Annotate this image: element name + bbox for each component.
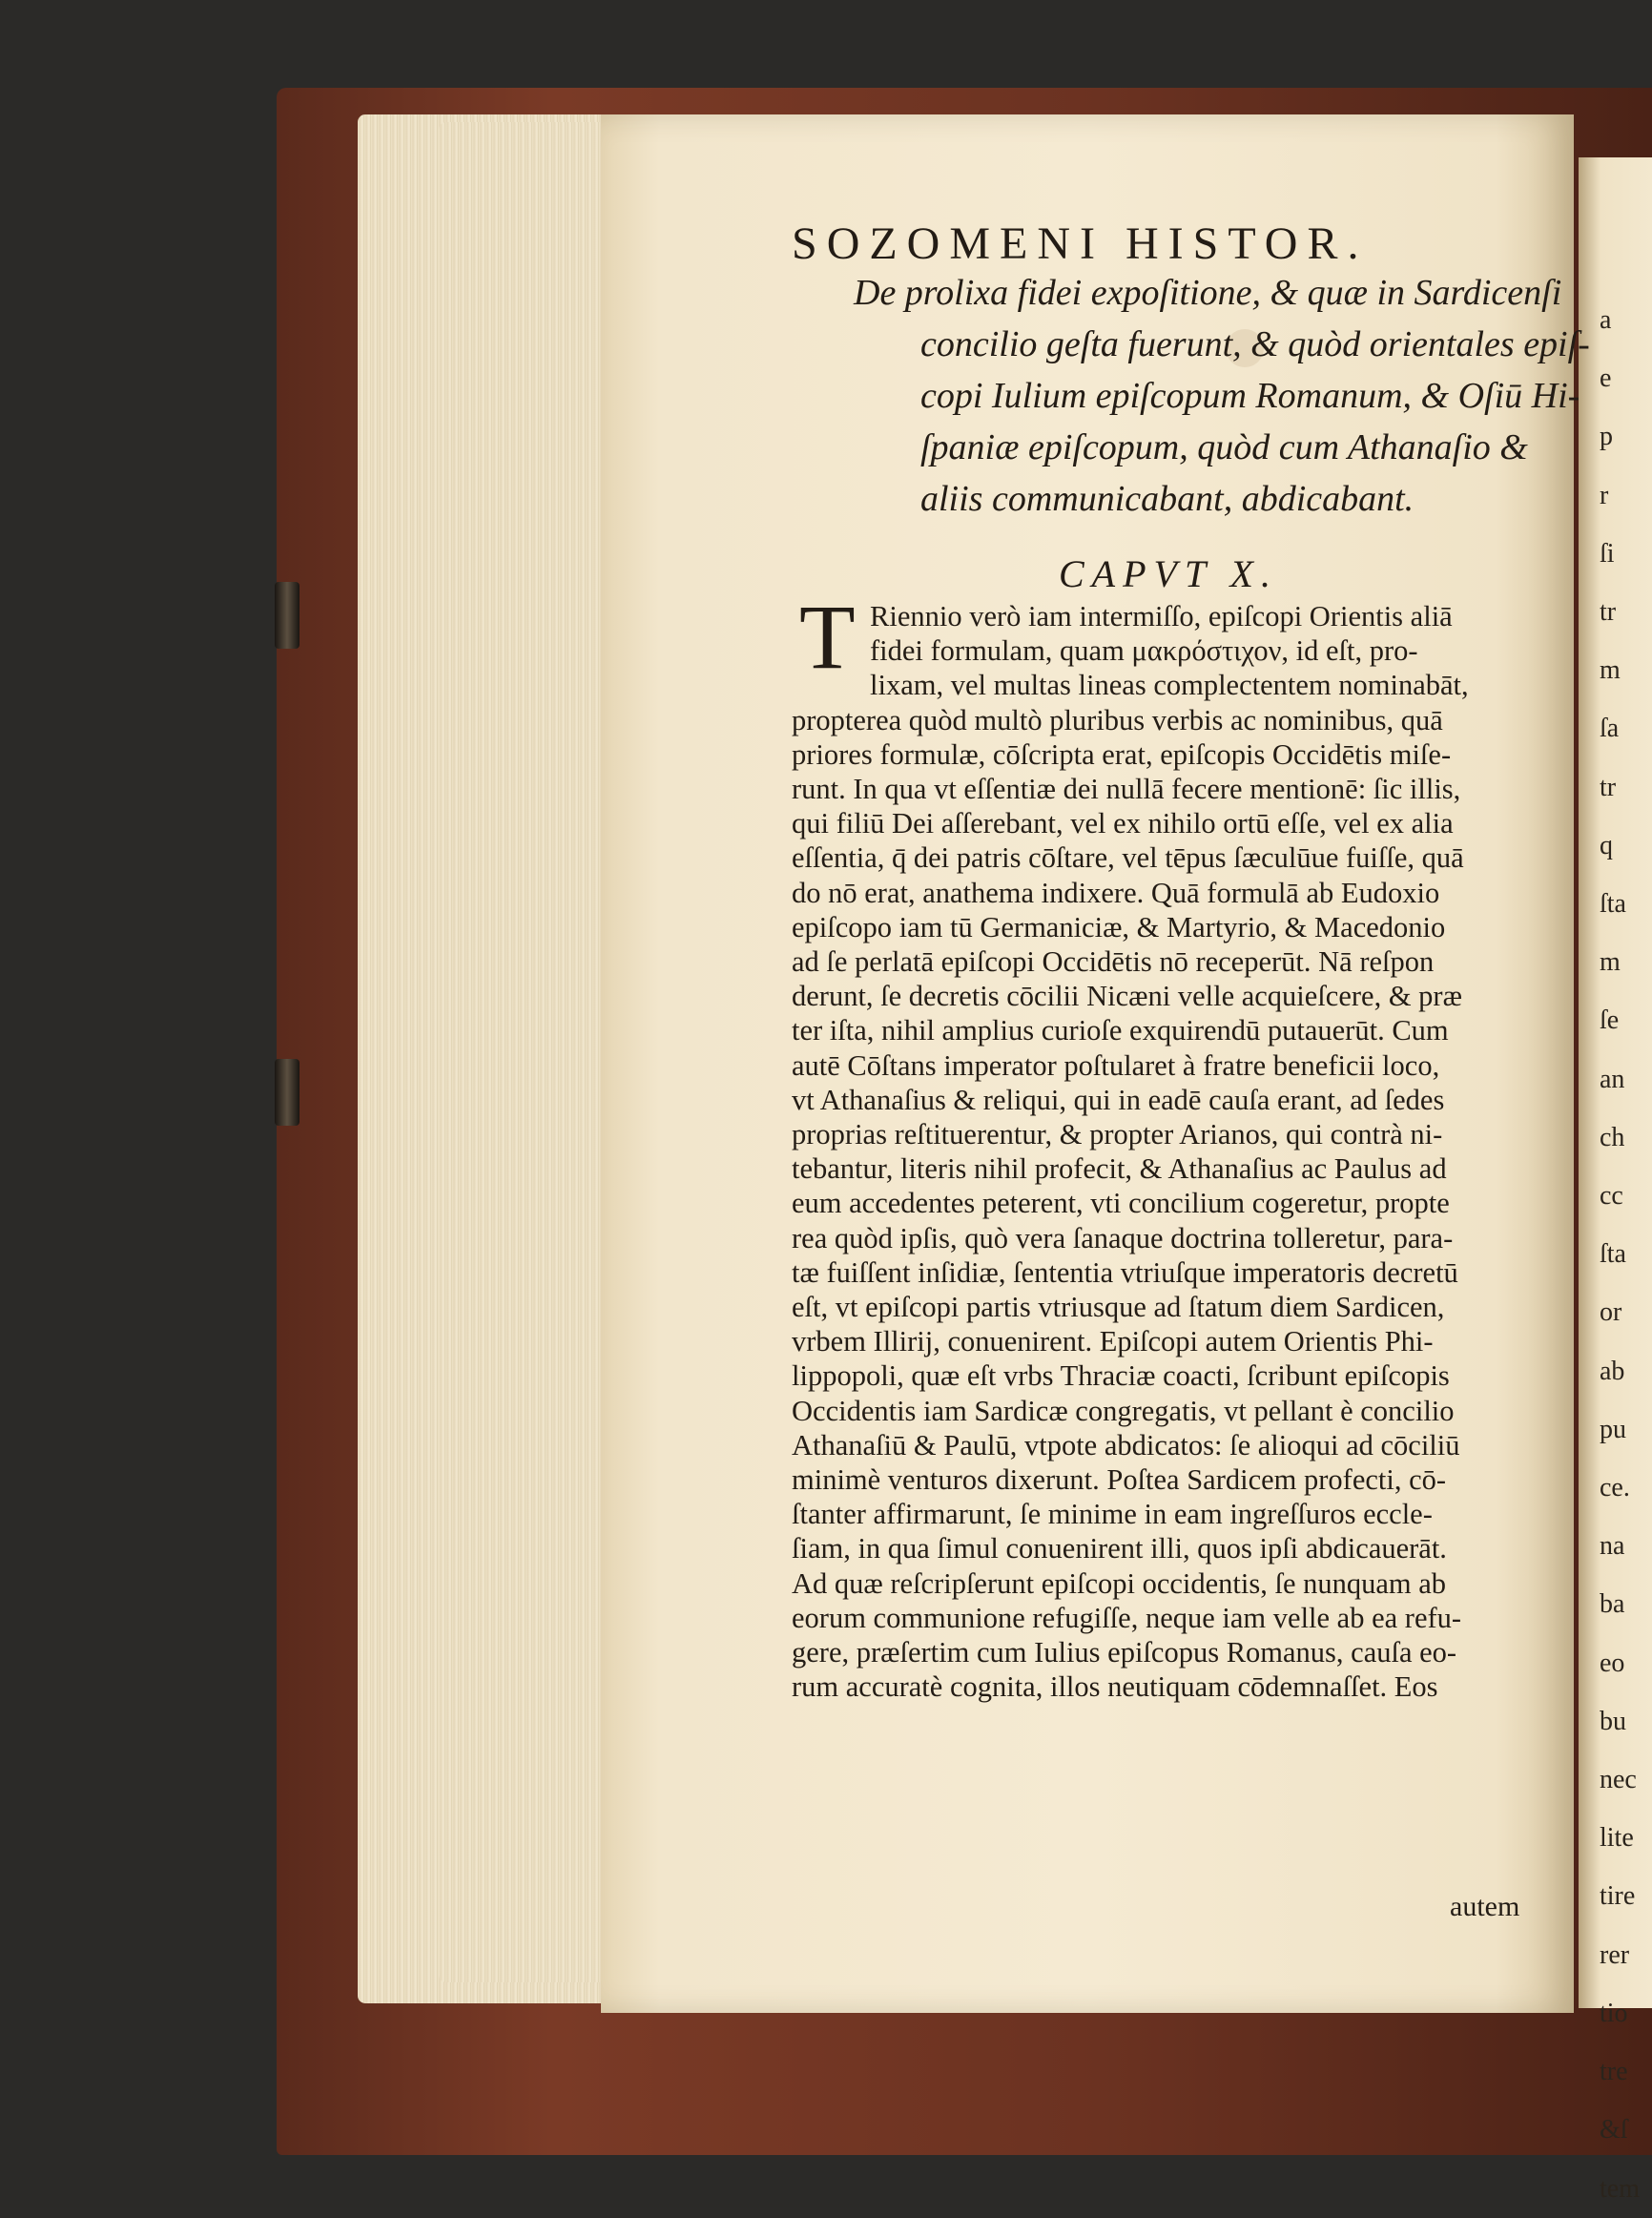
- body-line: ter iſta, nihil amplius curioſe exquirendū putauerūt. Cum: [792, 1014, 1449, 1047]
- body-line: tebantur, literis nihil profecit, & Athanaſius ac Paulus ad: [792, 1152, 1447, 1186]
- body-text: [792, 599, 1555, 1705]
- body-line: lixam, vel multas lineas complectentem nominabāt,: [870, 669, 1469, 702]
- summary-line: concilio geſta fuerunt, & quòd orientales epiſ-: [920, 324, 1590, 364]
- drop-cap: T: [799, 586, 856, 688]
- body-line: epiſcopo iam tū Germaniciæ, & Martyrio, & Macedonio: [792, 910, 1446, 943]
- body-line: runt. In qua vt eſſentiæ dei nullā fecere mentionē: ſic illis,: [792, 773, 1461, 806]
- facing-page-fragments: a e p r ſi tr m ſa tr q ſta m ſe an ch cc ſta or ab pu ce. na ba eo bu nec lite tire rer tio tre &ſ tem: [1600, 305, 1640, 2204]
- body-line: ſiam, in qua ſimul conuenirent illi, quos ipſi abdicauerāt.: [792, 1532, 1447, 1565]
- body-line: ſtanter affirmarunt, ſe minime in eam ingreſſuros eccle-: [792, 1498, 1433, 1531]
- body-line: tæ fuiſſent inſidiæ, ſententia vtriuſque imperatoris decretū: [792, 1255, 1458, 1289]
- body-line: eum accedentes peterent, vti concilium cogeretur, propte: [792, 1187, 1450, 1220]
- body-line: eſſentia, q̄ dei patris cōſtare, vel tēpus ſæculūue fuiſſe, quā: [792, 841, 1464, 875]
- catchword: autem: [1450, 1891, 1520, 1922]
- body-line: eorum communione refugiſſe, neque iam velle ab ea refu-: [792, 1601, 1462, 1634]
- summary-line: copi Iulium epiſcopum Romanum, & Oſiū Hi-: [920, 376, 1580, 416]
- body-line: qui filiū Dei aſſerebant, vel ex nihilo ortū eſſe, vel ex alia: [792, 807, 1454, 840]
- body-line: derunt, ſe decretis cōcilii Nicæni velle acquieſcere, & præ: [792, 980, 1462, 1013]
- summary-line: De prolixa fidei expoſitione, & quæ in Sardicenſi: [854, 273, 1562, 313]
- chapter-label: CAPVT X.: [1059, 552, 1278, 595]
- body-line: priores formulæ, cōſcripta erat, epiſcopis Occidētis miſe-: [792, 737, 1452, 771]
- body-line: lippopoli, quæ eſt vrbs Thraciæ coacti, ſcribunt epiſcopis: [792, 1359, 1450, 1393]
- body-line: autē Cōſtans imperator poſtularet à fratre beneficii loco,: [792, 1048, 1440, 1082]
- body-line: gere, præſertim cum Iulius epiſcopus Romanus, cauſa eo-: [792, 1636, 1457, 1669]
- body-line: do nō erat, anathema indixere. Quā formulā ab Eudoxio: [792, 876, 1440, 909]
- body-line: Riennio verò iam intermiſſo, epiſcopi Orientis aliā: [870, 600, 1453, 632]
- body-line: rea quòd ipſis, quò vera ſanaque doctrina tolleretur, para-: [792, 1221, 1454, 1254]
- recto-page-edge: [1579, 157, 1652, 2204]
- summary-line: ſpaniæ epiſcopum, quòd cum Athanaſio &: [920, 427, 1528, 467]
- body-line: Athanaſiū & Paulū, vtpote abdicatos: ſe alioqui ad cōciliū: [792, 1428, 1460, 1461]
- summary-line: aliis communicabant, abdicabant.: [920, 479, 1415, 519]
- running-head: SOZOMENI HISTOR.: [792, 218, 1369, 269]
- body-line: ad ſe perlatā epiſcopi Occidētis nō receperūt. Nā reſpon: [792, 945, 1435, 979]
- body-line: Ad quæ reſcripſerunt epiſcopi occidentis, ſe nunquam ab: [792, 1566, 1447, 1600]
- body-line: proprias reſtituerentur, & propter Arianos, qui contrà ni-: [792, 1118, 1443, 1151]
- body-line: Occidentis iam Sardicæ congregatis, vt pellant è concilio: [792, 1394, 1455, 1427]
- body-line: rum accuratè cognita, illos neutiquam cōdemnaſſet. Eos: [792, 1670, 1438, 1704]
- clasp-upper: [275, 582, 299, 649]
- body-line: fidei formulam, quam μακρόστιχον, id eſt, pro-: [870, 634, 1418, 668]
- chapter-summary: [854, 267, 1590, 525]
- body-line: minimè venturos dixerunt. Poſtea Sardicem profecti, cō-: [792, 1463, 1447, 1497]
- body-line: propterea quòd multò pluribus verbis ac nominibus, quā: [792, 703, 1443, 736]
- body-line: vrbem Illirij, conuenirent. Epiſcopi autem Orientis Phi-: [792, 1325, 1434, 1358]
- body-line: eſt, vt epiſcopi partis vtriusque ad ſtatum diem Sardicen,: [792, 1291, 1445, 1324]
- page-edges-inner: [439, 122, 601, 1982]
- body-line: vt Athanaſius & reliqui, qui in eadē cauſa erant, ad ſedes: [792, 1083, 1445, 1116]
- clasp-lower: [275, 1059, 299, 1126]
